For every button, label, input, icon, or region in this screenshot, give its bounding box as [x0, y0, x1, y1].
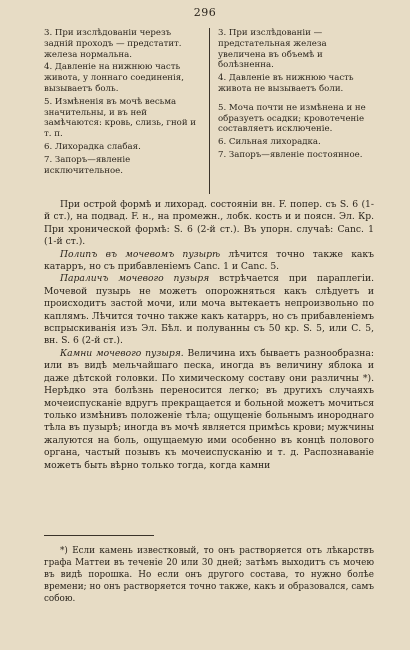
paragraph-polyp: [44, 249, 374, 274]
paralysis-text: встрѣчается при параплегіи. Мочевой пузырь не можетъ опорожняться какъ слѣдуетъ и происходитъ застой мочи, или моча вытекаетъ непроизвольно по каплямъ. Лѣчится точно также какъ катарръ, но съ прибавленіемъ вспрыскиванія изъ Эл. Бѣл. и полуванны съ 50 кр. S. 5, или С. 5, вн. S. 6 (2-й ст.).: [44, 273, 374, 347]
footnote: [44, 545, 374, 605]
right-item-5: 5. Моча почти не измѣнена и не образуетъ осадки; кровотеченіе составляетъ исключеніе.: [218, 102, 366, 135]
column-divider: [209, 28, 210, 194]
footnote-rule: [44, 535, 154, 536]
footnote-text: *) Если камень известковый, то онъ растворяется отъ лѣкарствъ графа Маттеи въ теченіе 20 или 30 дней; затѣмъ выходитъ съ мочею въ видѣ порошка. Но если онъ другого состава, то нужно болѣе времени; но онъ растворяется точно также, какъ и образовался, самъ собою.: [44, 546, 374, 604]
left-item-4: 4. Давленіе на нижнюю часть живота, у лоннаго соединенія, вызываетъ боль.: [44, 62, 184, 94]
comparison-columns: [44, 28, 372, 196]
polyp-heading: Полипъ въ мочевомъ пузырѣ: [60, 248, 221, 260]
right-item-7: 7. Запоръ—явленіе постоянное.: [218, 149, 363, 160]
left-item-7: 7. Запоръ—явленіе исключительное.: [44, 154, 131, 176]
left-item-6: 6. Лихорадка слабая.: [44, 141, 141, 152]
stones-text: Величина ихъ бываетъ разнообразна: или въ видѣ мельчайшаго песка, иногда въ величину яблока и даже дѣтской головки. По химическому составу они различны *). Нерѣдко эта болѣзнь переносится легко; въ другихъ случаяхъ мочеиспусканіе вдругъ прекращается и больной можетъ мочиться только измѣнивъ положеніе тѣла; ощущеніе больнымъ инороднаго тѣла въ пузырѣ; иногда въ мочѣ является примѣсь крови; мужчины жалуются на боль, ощущаемую ими особенно въ концѣ полового органа, частый позывъ къ мочеиспусканію и т. д. Распознаваніе можетъ быть вѣрно только тогда, когда камни: [44, 347, 374, 471]
right-item-4: 4. Давленіе въ нижнюю часть живота не вызываетъ боли.: [218, 73, 354, 94]
main-text: [44, 199, 374, 472]
left-item-5: 5. Измѣненія въ мочѣ весьма значительны, и въ ней замѣчаются: кровь, слизь, гной и т. п.: [44, 96, 197, 140]
right-item-6: 6. Сильная лихорадка.: [218, 137, 321, 148]
paragraph-paralysis: [44, 273, 374, 347]
paragraph-treatment: При острой формѣ и лихорад. состояніи вн. F. попер. съ S. 6 (1-й ст.), на подвад. F. н., на промежн., лобк. кость и и поясн. Эл. Кр. При хронической формѣ: S. 6 (2-й ст.). Въ упорн. случаѣ: Canc. 1 (1-й ст.).: [44, 199, 374, 248]
paragraph-stones: [44, 348, 374, 472]
paralysis-heading: Параличъ мочевого пузыря: [60, 273, 210, 285]
polyp-text: лѣчится точно также какъ катарръ, но съ прибавленіемъ Canc. 1 и Canc. 5.: [44, 248, 375, 273]
left-column: [44, 28, 200, 178]
left-item-3: 3. При изслѣдованіи черезъ задній проходъ — предстатит. железа нормальна.: [44, 28, 182, 60]
stones-heading: Камни мочевого пузыря.: [60, 347, 184, 359]
right-item-3: 3. При изслѣдованіи — предстательная железа увеличена въ объемѣ и болѣзненна.: [218, 28, 327, 71]
right-column: [218, 28, 374, 163]
page-number: 296: [193, 6, 217, 19]
